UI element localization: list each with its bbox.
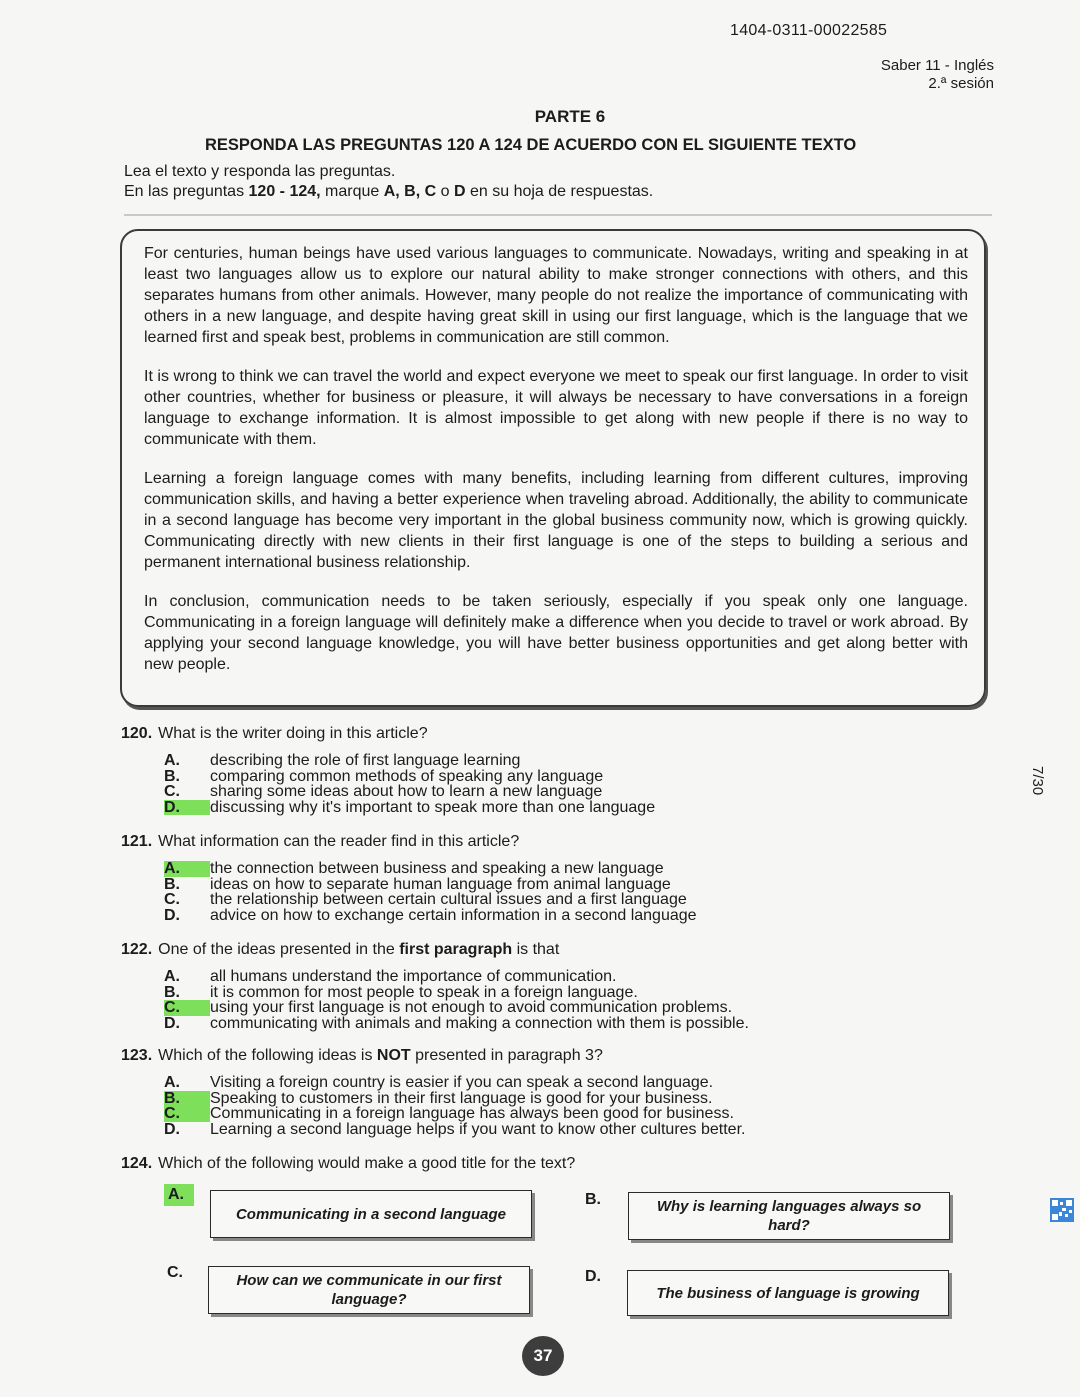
passage-paragraph-1: For centuries, human beings have used various languages to communicate. Nowadays, writing and speaking in at least two languages allow us to explore our natural ability to make stronger connections with others, and this separates humans from other animals. However, many people do not realize the importance of communicating with others in a new language, and despite having great skill in using our first language, which is the language that we learned first and speak best, problems in communication are still common. <box>144 245 968 346</box>
option-123-a[interactable]: A. Visiting a foreign country is easier if you can speak a second language. <box>164 1074 714 1091</box>
question-number: 121. <box>121 833 153 850</box>
question-number: 122. <box>121 941 153 958</box>
option-122-d[interactable]: D. communicating with animals and making a connection with them is possible. <box>164 1014 749 1032</box>
question-number: 124. <box>121 1155 153 1172</box>
question-text: What is the writer doing in this article? <box>158 725 428 742</box>
option-124-b[interactable]: Why is learning languages always so hard? <box>628 1192 950 1240</box>
question-122: 122. One of the ideas presented in the first paragraph is that <box>121 941 560 958</box>
part-title: PARTE 6 <box>534 107 606 126</box>
passage-paragraph-4: In conclusion, communication needs to be taken seriously, especially if you speak only one language. Communicating in a foreign language will definitely make a difference when you decide to travel or work abroad. By applying your second language knowledge, you will have better business opportunities and get along better with new people. <box>144 593 968 673</box>
question-number: 123. <box>121 1047 153 1064</box>
page-number: 37 <box>522 1336 564 1376</box>
option-124-d[interactable]: The business of language is growing <box>627 1270 949 1316</box>
option-120-b[interactable]: B. comparing common methods of speaking any language <box>164 767 604 785</box>
exam-session: 2.ª sesión <box>928 75 994 92</box>
option-123-c[interactable]: C. Communicating in a foreign language has always been good for business. <box>164 1105 734 1122</box>
question-121 <box>121 833 519 851</box>
selected-answer-mark: C. <box>164 1106 210 1122</box>
question-124 <box>121 1155 575 1173</box>
exam-name <box>881 57 994 93</box>
document-code: 1404-0311-00022585 <box>730 22 888 39</box>
option-122-c[interactable]: C. using your first language is not enough to avoid communication problems. <box>164 999 733 1016</box>
selected-answer-mark: A. <box>164 1184 194 1206</box>
question-text: What information can the reader find in this article? <box>158 833 520 850</box>
selected-answer-mark: B. <box>164 1091 210 1107</box>
option-121-b[interactable]: B. ideas on how to separate human language from animal language <box>164 875 671 893</box>
options-120 <box>164 753 655 815</box>
option-122-a[interactable]: A. all humans understand the importance of communication. <box>164 968 617 985</box>
option-label-b: B. <box>585 1191 601 1208</box>
exam-title: Saber 11 - Inglés <box>880 57 994 74</box>
options-121 <box>164 861 697 923</box>
options-122 <box>164 969 749 1031</box>
option-124-a[interactable]: Communicating in a second language <box>210 1190 532 1238</box>
passage-paragraph-3: Learning a foreign language comes with many benefits, including learning from different cultures, improving communication skills, and having a better experience when traveling abroad. Additionally, the ability to communicate in a second language has become very important in the global business community now, which is growing quickly. Communicating directly with new clients in their first language is one of the steps to building a serious and permanent international business relationship. <box>144 470 968 571</box>
selected-answer-mark: C. <box>164 1000 210 1016</box>
option-label-d: D. <box>585 1268 601 1285</box>
option-123-b[interactable]: B. Speaking to customers in their first language is good for your business. <box>164 1089 713 1107</box>
option-120-a[interactable]: A. describing the role of first language learning <box>164 752 521 769</box>
option-120-d[interactable]: D. discussing why it's important to speak more than one language <box>164 798 656 816</box>
reading-passage <box>120 229 986 707</box>
option-124-c[interactable]: How can we communicate in our first language? <box>208 1266 530 1314</box>
question-text: Which of the following would make a good title for the text? <box>158 1155 576 1172</box>
passage-paragraph-2: It is wrong to think we can travel the world and expect everyone we meet to speak our first language. In order to visit other countries, whether for business or pleasure, it will always be necessary to have conversations in a foreign language to exchange information. It is almost impossible to get along with new people if there is no way to communicate with them. <box>144 368 968 448</box>
selected-answer-mark: A. <box>164 861 210 877</box>
qr-code-icon <box>1050 1198 1074 1222</box>
question-number: 120. <box>121 725 153 742</box>
options-123 <box>164 1075 745 1137</box>
question-120 <box>121 725 428 743</box>
divider <box>124 214 992 216</box>
option-121-c[interactable]: C. the relationship between certain cultural issues and a first language <box>164 891 687 908</box>
instructions-title: RESPONDA LAS PREGUNTAS 120 A 124 DE ACUERDO CON EL SIGUIENTE TEXTO <box>205 136 857 154</box>
selected-answer-mark: D. <box>164 800 210 816</box>
option-122-b[interactable]: B. it is common for most people to speak in a foreign language. <box>164 983 638 1001</box>
option-121-a[interactable]: A. the connection between business and speaking a new language <box>164 860 664 877</box>
option-120-c[interactable]: C. sharing some ideas about how to learn a new language <box>164 783 603 800</box>
instructions-line-1: Lea el texto y responda las preguntas. <box>124 163 396 180</box>
question-123: 123. Which of the following ideas is NOT presented in paragraph 3? <box>121 1047 603 1064</box>
option-label-c: C. <box>167 1264 183 1281</box>
side-page-counter: 7/30 <box>1029 766 1046 796</box>
option-123-d[interactable]: D. Learning a second language helps if you want to know other cultures better. <box>164 1120 746 1138</box>
option-121-d[interactable]: D. advice on how to exchange certain information in a second language <box>164 906 697 924</box>
instructions-line-2: En las preguntas 120 - 124, marque A, B, C o D en su hoja de respuestas. <box>124 183 654 200</box>
